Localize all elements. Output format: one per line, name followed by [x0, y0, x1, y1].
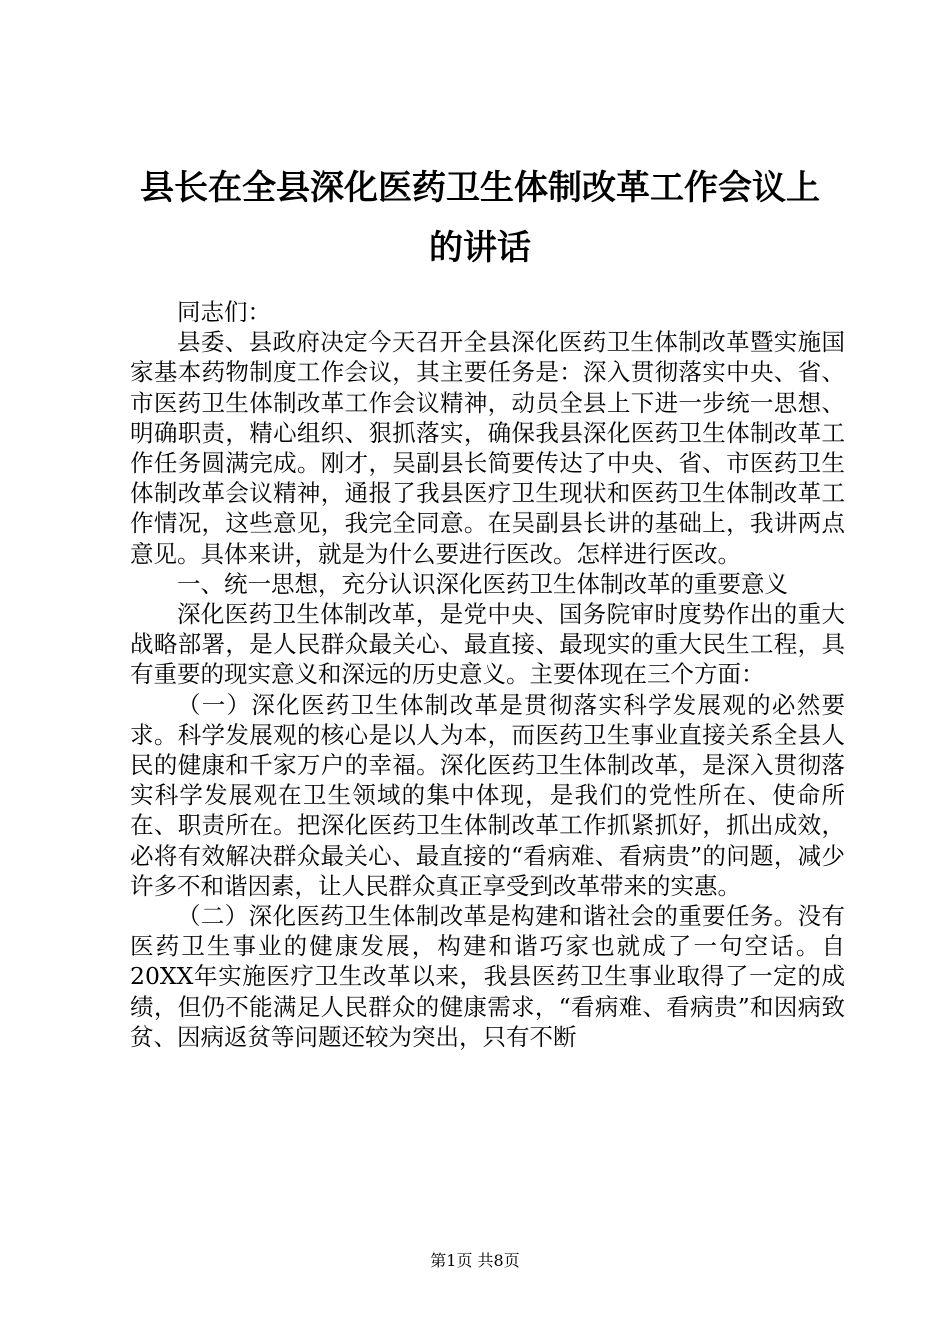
paragraph-significance: 深化医药卫生体制改革，是党中央、国务院审时度势作出的重大战略部署，是人民群众最关心、最直接、最现实的重大民生工程，具有重要的现实意义和深远的历史意义。主要体现在三个方面： — [130, 600, 845, 689]
page-number-footer: 第1页 共8页 — [430, 1251, 520, 1270]
document-title — [120, 158, 840, 278]
section-heading-1: 一、统一思想，充分认识深化医药卫生体制改革的重要意义 — [177, 569, 788, 598]
title-line-1: 县长在全县深化医药卫生体制改革工作会议上 — [140, 168, 820, 208]
paragraph-intro: 县委、县政府决定今天召开全县深化医药卫生体制改革暨实施国家基本药物制度工作会议，其主要任务是：深入贯彻落实中央、省、市医药卫生体制改革工作会议精神，动员全县上下进一步统一思想、明确职责，精心组织、狠抓落实，确保我县深化医药卫生体制改革工作任务圆满完成。刚才，吴副县长简要传达了中央、省、市医药卫生体制改革会议精神，通报了我县医疗卫生现状和医药卫生体制改革工作情况，这些意见，我完全同意。在吴副县长讲的基础上，我讲两点意见。具体来讲，就是为什么要进行医改。怎样进行医改。 — [130, 328, 845, 568]
paragraph-point-2: （二）深化医药卫生体制改革是构建和谐社会的重要任务。没有医药卫生事业的健康发展，构建和谐巧家也就成了一句空话。自20XX年实施医疗卫生改革以来，我县医药卫生事业取得了一定的成绩，但仍不能满足人民群众的健康需求，“看病难、看病贵”和因病致贫、因病返贫等问题还较为突出，只有不断 — [130, 902, 845, 1051]
document-body — [130, 297, 845, 1052]
paragraph-point-1: （一）深化医药卫生体制改革是贯彻落实科学发展观的必然要求。科学发展观的核心是以人为本，而医药卫生事业直接关系全县人民的健康和千家万户的幸福。深化医药卫生体制改革，是深入贯彻落实科学发展观在卫生领域的集中体现，是我们的党性所在、使命所在、职责所在。把深化医药卫生体制改革工作抓紧抓好，抓出成效，必将有效解决群众最关心、最直接的“看病难、看病贵”的问题，减少许多不和谐因素，让人民群众真正享受到改革带来的实惠。 — [130, 690, 845, 900]
title-line-2: 的讲话 — [429, 228, 531, 268]
salutation: 同志们： — [177, 298, 271, 326]
